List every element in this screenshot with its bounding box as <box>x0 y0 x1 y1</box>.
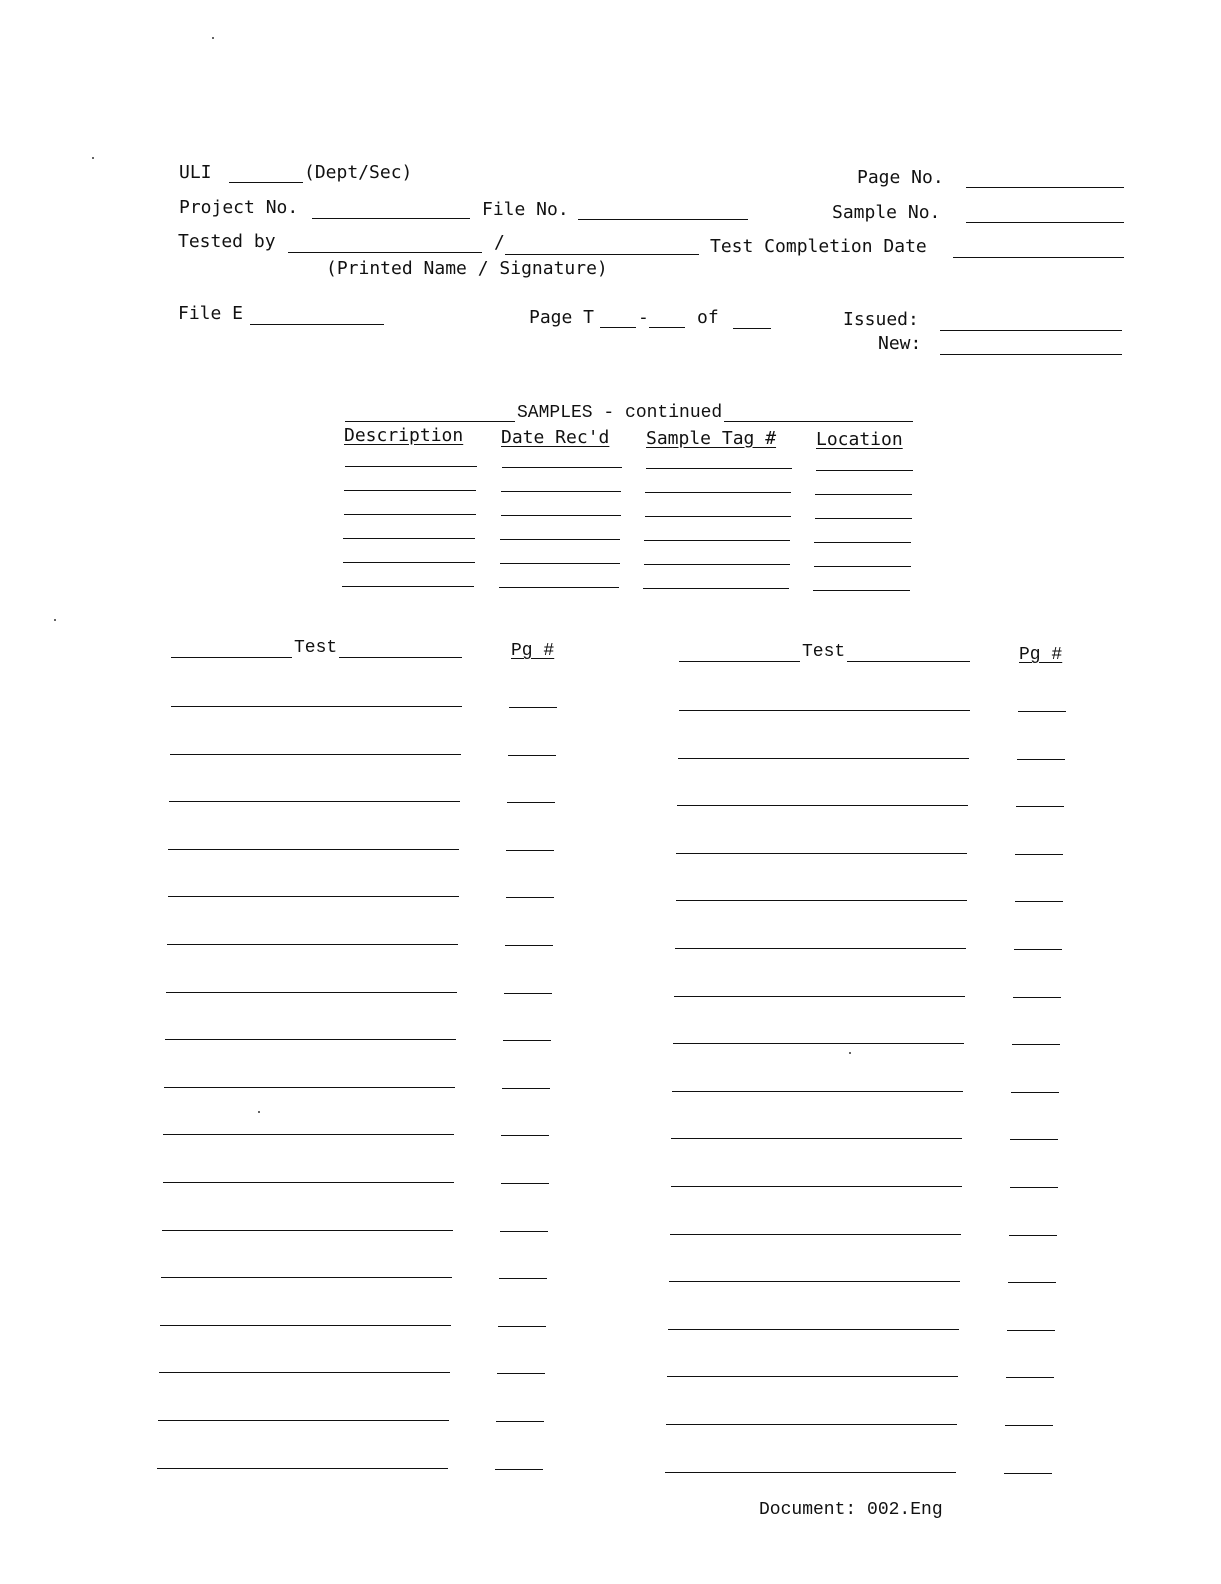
left-test-blank[interactable] <box>170 754 461 755</box>
right-pg-blank[interactable] <box>1008 1282 1056 1283</box>
scan-speck <box>54 619 56 621</box>
samples-description-blank[interactable] <box>343 538 475 539</box>
samples-sample-tag-blank[interactable] <box>646 468 792 469</box>
samples-location-blank[interactable] <box>814 566 911 567</box>
right-test-blank[interactable] <box>674 996 965 997</box>
page-no-blank[interactable] <box>966 187 1124 188</box>
left-test-blank[interactable] <box>164 1087 455 1088</box>
right-test-blank[interactable] <box>672 1091 963 1092</box>
samples-location-blank[interactable] <box>814 542 911 543</box>
right-test-blank[interactable] <box>678 758 969 759</box>
left-test-blank[interactable] <box>165 1039 456 1040</box>
left-test-blank[interactable] <box>166 992 457 993</box>
right-test-blank[interactable] <box>667 1376 958 1377</box>
file-e-label: File E <box>178 303 244 324</box>
samples-title: SAMPLES - continued <box>517 403 723 423</box>
right-test-blank[interactable] <box>666 1424 957 1425</box>
samples-location-blank[interactable] <box>816 470 913 471</box>
samples-sample-tag-blank[interactable] <box>645 516 791 517</box>
test-completion-date-blank[interactable] <box>953 257 1124 258</box>
right-pg-blank[interactable] <box>1011 1092 1059 1093</box>
right-test-blank[interactable] <box>669 1281 960 1282</box>
right-pg-blank[interactable] <box>1016 806 1064 807</box>
project-no-blank[interactable] <box>312 218 470 219</box>
left-test-blank[interactable] <box>167 944 458 945</box>
left-pg-blank[interactable] <box>496 1421 544 1422</box>
left-test-blank[interactable] <box>160 1325 451 1326</box>
left-test-header: Test <box>294 638 338 658</box>
right-test-blank[interactable] <box>665 1472 956 1473</box>
samples-col-sample-tag: Sample Tag # <box>646 428 777 449</box>
new-blank[interactable] <box>940 354 1122 355</box>
right-test-blank[interactable] <box>668 1329 959 1330</box>
samples-col-description: Description <box>344 425 464 446</box>
samples-col-date-recd: Date Rec'd <box>501 427 610 448</box>
right-pg-blank[interactable] <box>1018 711 1066 712</box>
right-pg-blank[interactable] <box>1004 1473 1052 1474</box>
left-test-blank[interactable] <box>163 1134 454 1135</box>
test-completion-date-label: Test Completion Date <box>710 236 927 257</box>
left-test-blank[interactable] <box>161 1277 452 1278</box>
samples-location-blank[interactable] <box>815 518 912 519</box>
uli-label: ULI <box>179 162 212 183</box>
uli-blank[interactable] <box>229 182 303 183</box>
samples-description-blank[interactable] <box>344 514 476 515</box>
right-test-blank[interactable] <box>673 1043 964 1044</box>
right-pg-blank[interactable] <box>1005 1425 1053 1426</box>
left-test-blank[interactable] <box>157 1468 448 1469</box>
right-test-blank[interactable] <box>679 710 970 711</box>
samples-location-blank[interactable] <box>815 494 912 495</box>
right-pg-blank[interactable] <box>1007 1330 1055 1331</box>
left-pg-blank[interactable] <box>502 1088 550 1089</box>
slash-separator: / <box>494 232 505 253</box>
of-label: of <box>697 307 719 328</box>
page-t-second-blank[interactable] <box>649 327 685 328</box>
page-no-label: Page No. <box>857 167 944 188</box>
samples-date-recd-blank[interactable] <box>499 587 619 588</box>
right-pg-blank[interactable] <box>1009 1235 1057 1236</box>
samples-description-blank[interactable] <box>342 586 474 587</box>
samples-sample-tag-blank[interactable] <box>645 492 791 493</box>
samples-date-recd-blank[interactable] <box>501 515 621 516</box>
of-total-blank[interactable] <box>733 328 771 329</box>
right-test-blank[interactable] <box>677 805 968 806</box>
right-test-blank[interactable] <box>671 1186 962 1187</box>
file-no-label: File No. <box>482 199 569 220</box>
right-test-blank[interactable] <box>676 853 967 854</box>
left-pg-blank[interactable] <box>507 802 555 803</box>
left-pg-blank[interactable] <box>499 1278 547 1279</box>
left-pg-blank[interactable] <box>506 897 554 898</box>
left-test-blank[interactable] <box>168 849 459 850</box>
samples-date-recd-blank[interactable] <box>500 539 620 540</box>
right-pg-blank[interactable] <box>1012 1044 1060 1045</box>
left-test-blank[interactable] <box>162 1230 453 1231</box>
file-e-blank[interactable] <box>250 324 384 325</box>
scan-speck <box>212 37 214 39</box>
right-pg-blank[interactable] <box>1014 949 1062 950</box>
samples-description-blank[interactable] <box>344 490 476 491</box>
left-test-blank[interactable] <box>159 1372 450 1373</box>
scan-speck <box>258 1111 260 1113</box>
page-t-label: Page T <box>529 307 595 328</box>
samples-location-blank[interactable] <box>813 590 910 591</box>
samples-date-recd-blank[interactable] <box>502 467 622 468</box>
left-pg-blank[interactable] <box>508 755 556 756</box>
tested-by-name-blank[interactable] <box>288 252 482 253</box>
left-pg-blank[interactable] <box>498 1326 546 1327</box>
printed-name-signature-caption: (Printed Name / Signature) <box>326 258 608 279</box>
left-test-blank[interactable] <box>163 1182 454 1183</box>
left-test-blank[interactable] <box>169 801 460 802</box>
samples-date-recd-blank[interactable] <box>500 563 620 564</box>
right-pg-blank[interactable] <box>1015 854 1063 855</box>
sample-no-blank[interactable] <box>966 222 1124 223</box>
samples-description-blank[interactable] <box>345 466 477 467</box>
right-test-blank[interactable] <box>675 948 966 949</box>
right-pg-blank[interactable] <box>1006 1377 1054 1378</box>
right-pg-header: Pg # <box>1019 645 1063 665</box>
scan-speck <box>849 1052 851 1054</box>
new-label: New: <box>878 333 922 354</box>
scan-speck <box>92 157 94 159</box>
issued-label: Issued: <box>843 309 919 330</box>
samples-date-recd-blank[interactable] <box>501 491 621 492</box>
issued-blank[interactable] <box>940 330 1122 331</box>
left-pg-blank[interactable] <box>501 1135 549 1136</box>
right-test-blank[interactable] <box>671 1138 962 1139</box>
right-pg-blank[interactable] <box>1015 901 1063 902</box>
file-no-blank[interactable] <box>578 219 748 220</box>
tested-by-label: Tested by <box>178 231 276 252</box>
left-test-blank[interactable] <box>168 896 459 897</box>
dept-sec-label: (Dept/Sec) <box>304 162 413 183</box>
page-t-first-blank[interactable] <box>600 327 636 328</box>
samples-sample-tag-blank[interactable] <box>644 564 790 565</box>
page-t-dash: - <box>638 307 649 328</box>
right-test-header: Test <box>802 642 846 662</box>
left-pg-blank[interactable] <box>509 707 557 708</box>
left-pg-blank[interactable] <box>497 1373 545 1374</box>
sample-no-label: Sample No. <box>832 202 941 223</box>
samples-col-location: Location <box>816 429 903 450</box>
right-pg-blank[interactable] <box>1010 1187 1058 1188</box>
project-no-label: Project No. <box>179 197 299 218</box>
right-test-blank[interactable] <box>670 1234 961 1235</box>
samples-sample-tag-blank[interactable] <box>644 540 790 541</box>
left-pg-blank[interactable] <box>501 1183 549 1184</box>
right-pg-blank[interactable] <box>1017 759 1065 760</box>
samples-description-blank[interactable] <box>343 562 475 563</box>
samples-sample-tag-blank[interactable] <box>643 588 789 589</box>
left-pg-blank[interactable] <box>495 1469 543 1470</box>
right-pg-blank[interactable] <box>1010 1139 1058 1140</box>
right-pg-blank[interactable] <box>1013 997 1061 998</box>
left-pg-blank[interactable] <box>504 993 552 994</box>
left-pg-blank[interactable] <box>503 1040 551 1041</box>
left-pg-blank[interactable] <box>500 1231 548 1232</box>
right-test-blank[interactable] <box>676 900 967 901</box>
left-pg-header: Pg # <box>511 641 555 661</box>
left-pg-blank[interactable] <box>506 850 554 851</box>
left-test-blank[interactable] <box>158 1420 449 1421</box>
left-pg-blank[interactable] <box>505 945 553 946</box>
tested-by-signature-blank[interactable] <box>505 254 699 255</box>
left-test-blank[interactable] <box>171 706 462 707</box>
document-code: Document: 002.Eng <box>759 1500 943 1520</box>
